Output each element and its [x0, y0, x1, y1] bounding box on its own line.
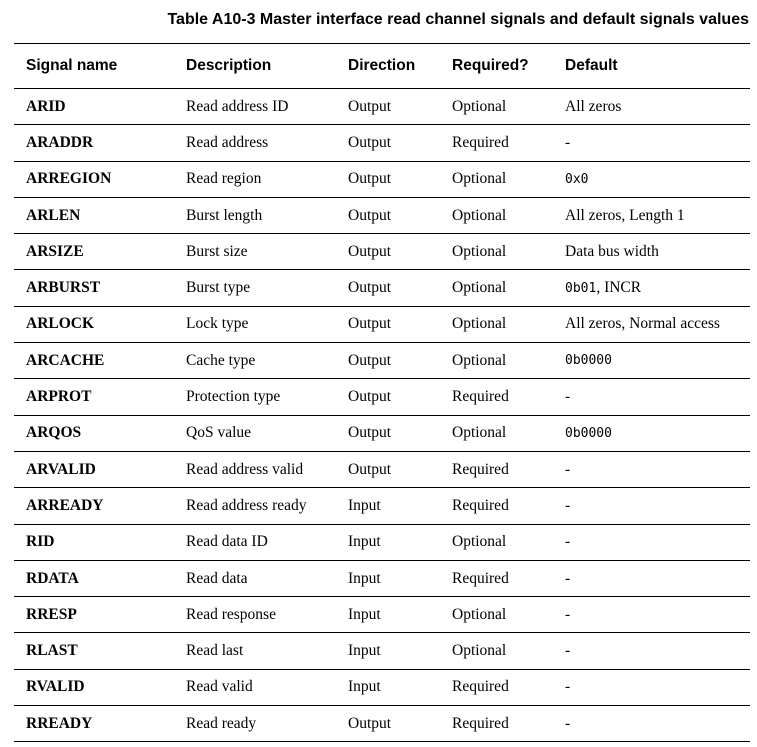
- description-cell: Burst length: [174, 197, 336, 233]
- table-header-row: [14, 44, 750, 89]
- description-cell: Read valid: [174, 669, 336, 705]
- description-cell: Read address: [174, 125, 336, 161]
- description-cell: QoS value: [174, 415, 336, 451]
- required-cell: Optional: [440, 234, 553, 270]
- table-row: [14, 488, 750, 524]
- required-cell: Optional: [440, 633, 553, 669]
- table-row: [14, 669, 750, 705]
- default-cell: All zeros, Normal access: [553, 306, 750, 342]
- signal-name-cell: ARLEN: [14, 197, 174, 233]
- signal-name-cell: RLAST: [14, 633, 174, 669]
- table-row: [14, 706, 750, 742]
- direction-cell: Output: [336, 161, 440, 197]
- table-row: [14, 560, 750, 596]
- direction-cell: Input: [336, 560, 440, 596]
- table-row: [14, 451, 750, 487]
- signal-name-cell: ARVALID: [14, 451, 174, 487]
- signal-name-cell: ARBURST: [14, 270, 174, 306]
- default-cell: 0b0000: [553, 343, 750, 379]
- table-row: [14, 234, 750, 270]
- default-cell: -: [553, 488, 750, 524]
- header-direction: Direction: [336, 44, 440, 89]
- default-cell: 0x0: [553, 161, 750, 197]
- required-cell: Optional: [440, 343, 553, 379]
- required-cell: Optional: [440, 524, 553, 560]
- direction-cell: Output: [336, 343, 440, 379]
- signal-name-cell: ARREGION: [14, 161, 174, 197]
- description-cell: Read address valid: [174, 451, 336, 487]
- required-cell: Required: [440, 560, 553, 596]
- table-row: [14, 597, 750, 633]
- table-caption: Table A10-3 Master interface read channel signals and default signals values: [167, 11, 749, 28]
- required-cell: Required: [440, 451, 553, 487]
- header-required: Required?: [440, 44, 553, 89]
- direction-cell: Output: [336, 415, 440, 451]
- default-cell: -: [553, 597, 750, 633]
- default-cell: All zeros: [553, 89, 750, 125]
- signal-name-cell: ARQOS: [14, 415, 174, 451]
- required-cell: Required: [440, 488, 553, 524]
- direction-cell: Input: [336, 524, 440, 560]
- signal-name-cell: RREADY: [14, 706, 174, 742]
- signal-name-cell: ARSIZE: [14, 234, 174, 270]
- description-cell: Read data ID: [174, 524, 336, 560]
- default-cell: All zeros, Length 1: [553, 197, 750, 233]
- direction-cell: Input: [336, 633, 440, 669]
- signal-name-cell: ARCACHE: [14, 343, 174, 379]
- description-cell: Burst type: [174, 270, 336, 306]
- signal-name-cell: ARREADY: [14, 488, 174, 524]
- required-cell: Required: [440, 706, 553, 742]
- default-cell: -: [553, 669, 750, 705]
- direction-cell: Output: [336, 706, 440, 742]
- table-row: [14, 161, 750, 197]
- default-cell: -: [553, 633, 750, 669]
- default-mono-value: 0b01: [565, 281, 597, 297]
- required-cell: Optional: [440, 597, 553, 633]
- required-cell: Optional: [440, 197, 553, 233]
- table-row: [14, 379, 750, 415]
- direction-cell: Output: [336, 306, 440, 342]
- default-cell: [553, 270, 750, 306]
- table-row: [14, 343, 750, 379]
- default-cell: -: [553, 125, 750, 161]
- description-cell: Read last: [174, 633, 336, 669]
- signal-name-cell: ARLOCK: [14, 306, 174, 342]
- required-cell: Optional: [440, 270, 553, 306]
- table-row: [14, 415, 750, 451]
- direction-cell: Output: [336, 234, 440, 270]
- signal-name-cell: ARID: [14, 89, 174, 125]
- header-default: Default: [553, 44, 750, 89]
- description-cell: Read response: [174, 597, 336, 633]
- signal-name-cell: RRESP: [14, 597, 174, 633]
- direction-cell: Output: [336, 197, 440, 233]
- required-cell: Required: [440, 125, 553, 161]
- direction-cell: Output: [336, 451, 440, 487]
- header-signal-name: Signal name: [14, 44, 174, 89]
- direction-cell: Output: [336, 125, 440, 161]
- description-cell: Read ready: [174, 706, 336, 742]
- signal-name-cell: RDATA: [14, 560, 174, 596]
- default-cell: -: [553, 524, 750, 560]
- table-row: [14, 633, 750, 669]
- description-cell: Read data: [174, 560, 336, 596]
- signal-name-cell: RID: [14, 524, 174, 560]
- direction-cell: Input: [336, 597, 440, 633]
- direction-cell: Output: [336, 270, 440, 306]
- direction-cell: Output: [336, 89, 440, 125]
- table-body: [14, 89, 750, 742]
- table-row: [14, 197, 750, 233]
- required-cell: Optional: [440, 415, 553, 451]
- header-description: Description: [174, 44, 336, 89]
- table-row: [14, 125, 750, 161]
- table-row: [14, 89, 750, 125]
- description-cell: Protection type: [174, 379, 336, 415]
- default-cell: 0b0000: [553, 415, 750, 451]
- direction-cell: Input: [336, 488, 440, 524]
- signal-name-cell: ARPROT: [14, 379, 174, 415]
- description-cell: Lock type: [174, 306, 336, 342]
- description-cell: Read region: [174, 161, 336, 197]
- required-cell: Optional: [440, 306, 553, 342]
- signals-table: [14, 43, 750, 742]
- default-suffix: , INCR: [596, 279, 642, 297]
- signal-name-cell: RVALID: [14, 669, 174, 705]
- default-cell: -: [553, 560, 750, 596]
- description-cell: Burst size: [174, 234, 336, 270]
- required-cell: Optional: [440, 161, 553, 197]
- description-cell: Cache type: [174, 343, 336, 379]
- signal-name-cell: ARADDR: [14, 125, 174, 161]
- required-cell: Optional: [440, 89, 553, 125]
- table-row: [14, 270, 750, 306]
- description-cell: Read address ID: [174, 89, 336, 125]
- default-cell: -: [553, 379, 750, 415]
- table-row: [14, 306, 750, 342]
- default-cell: -: [553, 706, 750, 742]
- description-cell: Read address ready: [174, 488, 336, 524]
- table-row: [14, 524, 750, 560]
- default-cell: -: [553, 451, 750, 487]
- required-cell: Required: [440, 379, 553, 415]
- default-cell: Data bus width: [553, 234, 750, 270]
- direction-cell: Output: [336, 379, 440, 415]
- required-cell: Required: [440, 669, 553, 705]
- direction-cell: Input: [336, 669, 440, 705]
